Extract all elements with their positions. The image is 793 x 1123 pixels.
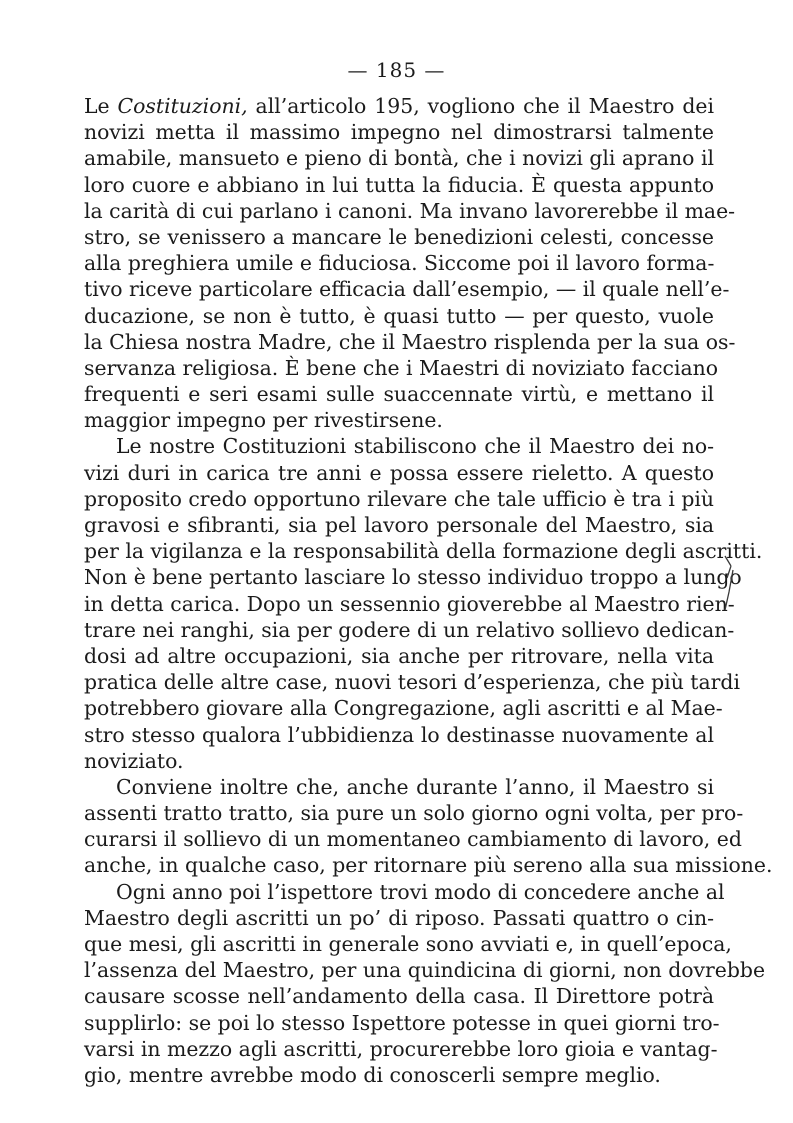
text-segment: all’articolo 195, vogliono che il Maestro dei (247, 94, 714, 118)
text-line (84, 93, 714, 119)
text-line: alla preghiera umile e fiduciosa. Siccome poi il lavoro forma- (84, 251, 715, 276)
text-line: Maestro degli ascritti un po’ di riposo. Passati quattro o cin- (84, 905, 714, 930)
text-line: ducazione, se non è tutto, è quasi tutto — per questo, vuole (84, 303, 714, 328)
text-line: assenti tratto tratto, sia pure un solo giorno ogni volta, per pro- (84, 801, 744, 826)
italic-term: Costituzioni, (117, 94, 248, 118)
text-line: stro, se venissero a mancare le benedizioni celesti, concesse (84, 224, 714, 249)
text-line: Conviene inoltre che, anche durante l’anno, il Maestro si (116, 774, 714, 799)
text-line: per la vigilanza e la responsabilità della formazione degli ascritti. (84, 539, 763, 564)
text-line: servanza religiosa. È bene che i Maestri di noviziato facciano (84, 355, 719, 380)
paragraph (84, 433, 763, 773)
text-line: loro cuore e abbiano in lui tutta la fiducia. È questa appunto (84, 172, 714, 197)
text-line: amabile, mansueto e pieno di bontà, che i novizi gli aprano il (84, 146, 714, 171)
text-line: supplirlo: se poi lo stesso Ispettore potesse in quei giorni tro- (84, 1010, 720, 1035)
margin-pencil-mark (719, 548, 739, 618)
text-line: potrebbero giovare alla Congregazione, agli ascritti e al Mae- (84, 696, 723, 721)
text-line: trare nei ranghi, sia per godere di un relativo sollievo dedican- (84, 617, 735, 642)
text-line: que mesi, gli ascritti in generale sono avviati e, in quell’epoca, (84, 932, 732, 956)
text-line: Non è bene pertanto lasciare lo stesso individuo troppo a lungo (84, 565, 742, 590)
text-line: dosi ad altre occupazioni, sia anche per ritrovare, nella vita (84, 643, 714, 668)
text-line: Le nostre Costituzioni stabiliscono che il Maestro dei no- (116, 434, 714, 459)
text-line: causare scosse nell’andamento della casa. Il Direttore potrà (84, 984, 714, 1009)
text-line: in detta carica. Dopo un sessennio gioverebbe al Maestro rien- (84, 591, 735, 616)
text-line: curarsi il sollievo di un momentaneo cambiamento di lavoro, ed (84, 827, 742, 852)
text-line: maggior impegno per rivestirsene. (84, 408, 443, 433)
paragraph (84, 774, 773, 879)
text-line: noviziato. (84, 748, 184, 773)
text-segment: Le (84, 94, 118, 118)
body-text (84, 93, 773, 1088)
text-line: tivo riceve particolare efficacia dall’esempio, — il quale nell’e- (84, 277, 730, 302)
text-line: frequenti e seri esami sulle suaccennate virtù, e mettano il (84, 382, 714, 407)
paragraph (84, 879, 766, 1089)
text-line: vizi duri in carica tre anni e possa essere rieletto. A questo (84, 460, 714, 485)
text-line: proposito credo opportuno rilevare che tale ufficio è tra i più (84, 486, 715, 511)
text-line: la carità di cui parlano i canoni. Ma invano lavorerebbe il mae- (84, 198, 736, 223)
text-line: pratica delle altre case, nuovi tesori d’esperienza, che più tardi (84, 670, 740, 695)
text-line: anche, in qualche caso, per ritornare più sereno alla sua missione. (84, 853, 773, 878)
text-line: varsi in mezzo agli ascritti, procurerebbe loro gioia e vantag- (84, 1036, 718, 1061)
paragraph (84, 93, 736, 433)
text-line: gio, mentre avrebbe modo di conoscerli sempre meglio. (84, 1062, 661, 1087)
text-line: novizi metta il massimo impegno nel dimostrarsi talmente (84, 120, 714, 145)
page-number: — 185 — (347, 58, 446, 82)
text-line: la Chiesa nostra Madre, che il Maestro risplenda per la sua os- (84, 329, 736, 354)
text-line: Ogni anno poi l’ispettore trovi modo di concedere anche al (116, 879, 725, 904)
text-line: l’assenza del Maestro, per una quindicina di giorni, non dovrebbe (84, 958, 766, 983)
text-line: stro stesso qualora l’ubbidienza lo destinasse nuovamente al (84, 722, 714, 747)
text-line: gravosi e sfibranti, sia pel lavoro personale del Maestro, sia (84, 513, 714, 537)
